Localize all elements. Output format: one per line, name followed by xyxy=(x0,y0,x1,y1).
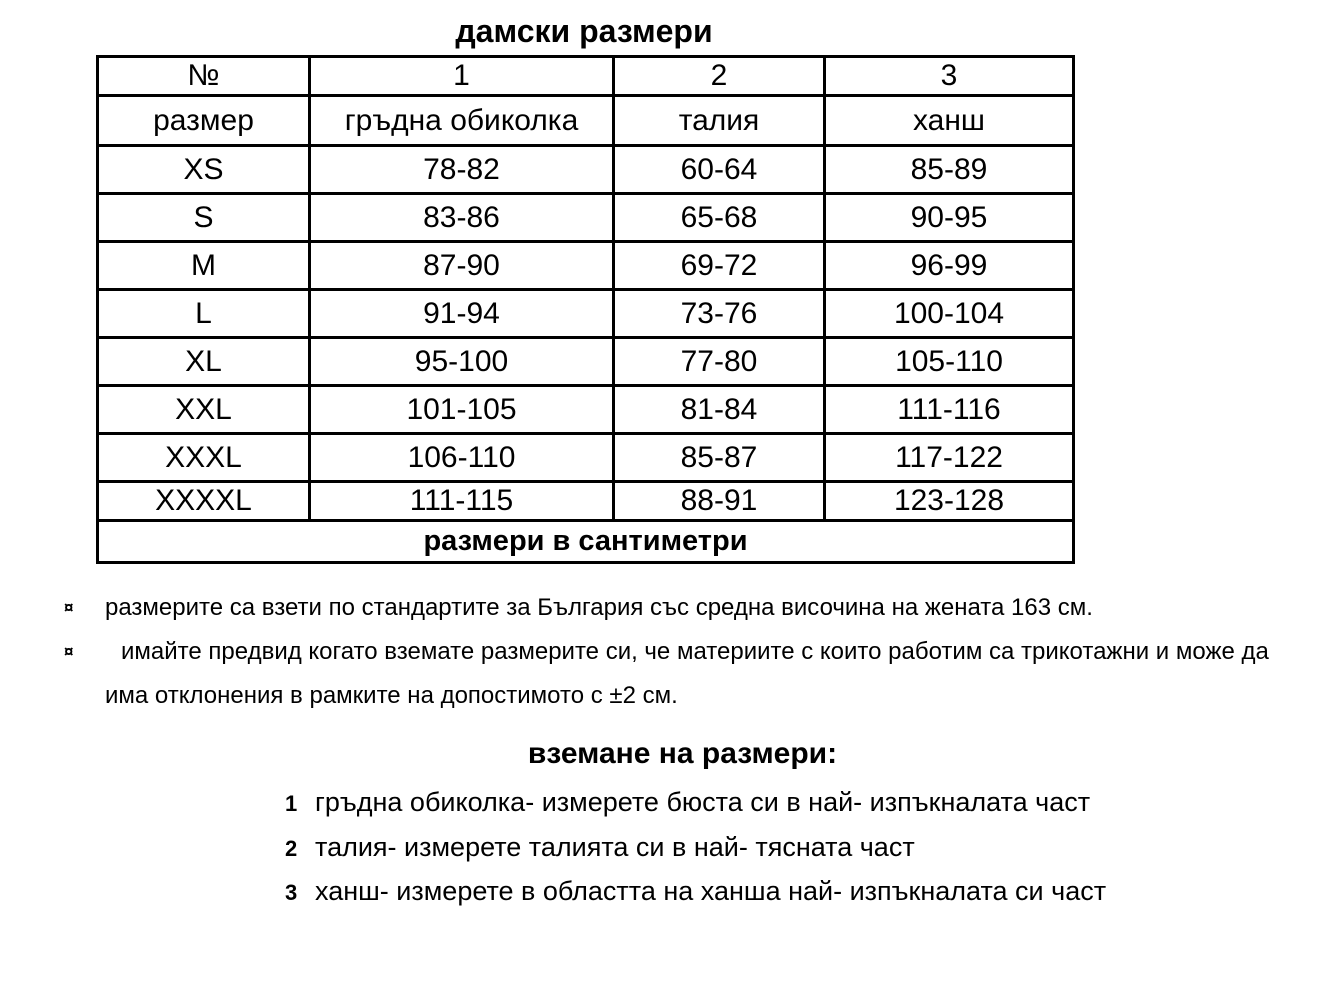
waist-cell: 81-84 xyxy=(614,386,825,434)
units-note: размери в сантиметри xyxy=(98,521,1074,563)
list-item xyxy=(285,826,1080,871)
size-cell: S xyxy=(98,194,310,242)
waist-cell: 85-87 xyxy=(614,434,825,482)
header-label-cell: размер xyxy=(98,96,310,146)
chest-cell: 111-115 xyxy=(310,482,614,521)
list-item-number: 2 xyxy=(285,835,298,861)
list-item-text: гръдна обиколка- измерете бюста си в най- изпъкналата част xyxy=(315,787,1091,817)
list-item xyxy=(285,870,1107,915)
table-row xyxy=(98,290,1074,338)
section-heading: вземане на размери: xyxy=(527,737,838,770)
chest-cell: 78-82 xyxy=(310,146,614,194)
size-cell: XXXXL xyxy=(98,482,310,521)
note-item xyxy=(62,586,1307,630)
waist-cell: 77-80 xyxy=(614,338,825,386)
header-number-cell: 2 xyxy=(614,57,825,96)
size-cell: L xyxy=(98,290,310,338)
chest-cell: 101-105 xyxy=(310,386,614,434)
waist-cell: 73-76 xyxy=(614,290,825,338)
table-row xyxy=(98,194,1074,242)
chest-cell: 91-94 xyxy=(310,290,614,338)
list-item-text: талия- измерете талията си в най- тясната част xyxy=(315,831,915,862)
waist-cell: 69-72 xyxy=(614,242,825,290)
page-title: дамски размери xyxy=(455,13,713,49)
size-cell: M xyxy=(98,242,310,290)
table-header-row-labels xyxy=(98,96,1074,146)
hips-cell: 111-116 xyxy=(825,386,1074,434)
header-number-cell: 1 xyxy=(310,57,614,96)
hips-cell: 85-89 xyxy=(825,146,1074,194)
notes-section xyxy=(62,586,1307,718)
chest-cell: 87-90 xyxy=(310,242,614,290)
table-row xyxy=(98,146,1074,194)
header-label-cell: гръдна обиколка xyxy=(310,96,614,146)
size-cell: XXL xyxy=(98,386,310,434)
note-item xyxy=(62,630,1307,718)
hips-cell: 100-104 xyxy=(825,290,1074,338)
chest-cell: 95-100 xyxy=(310,338,614,386)
waist-cell: 88-91 xyxy=(614,482,825,521)
hips-cell: 105-110 xyxy=(825,338,1074,386)
size-table xyxy=(96,55,1075,564)
waist-cell: 65-68 xyxy=(614,194,825,242)
waist-cell: 60-64 xyxy=(614,146,825,194)
note-text: имайте предвид когато вземате размерите си, че материите с които работим са трикотажни и може да има отклонения в рамките на допостимото с ±2 см. xyxy=(105,638,1269,709)
table-footer-row xyxy=(98,521,1074,563)
table-row xyxy=(98,338,1074,386)
header-label-cell: талия xyxy=(614,96,825,146)
list-item xyxy=(285,781,1091,826)
note-text: размерите са взети по стандартите за България със средна височина на жената 163 см. xyxy=(105,594,1093,621)
size-cell: XXXL xyxy=(98,434,310,482)
list-item-number: 3 xyxy=(285,880,298,905)
currency-bullet-icon: ¤ xyxy=(64,642,74,661)
size-cell: XL xyxy=(98,338,310,386)
table-row xyxy=(98,434,1074,482)
measuring-section xyxy=(285,735,1107,915)
hips-cell: 96-99 xyxy=(825,242,1074,290)
list-item-text: ханш- измерете в областта на ханша най- изпъкналата си част xyxy=(315,876,1107,906)
header-number-cell: № xyxy=(98,57,310,96)
currency-bullet-icon: ¤ xyxy=(64,598,74,617)
hips-cell: 123-128 xyxy=(825,482,1074,521)
chest-cell: 83-86 xyxy=(310,194,614,242)
size-cell: XS xyxy=(98,146,310,194)
table-row xyxy=(98,482,1074,521)
table-row xyxy=(98,386,1074,434)
chest-cell: 106-110 xyxy=(310,434,614,482)
hips-cell: 90-95 xyxy=(825,194,1074,242)
header-number-cell: 3 xyxy=(825,57,1074,96)
list-item-number: 1 xyxy=(285,791,298,816)
hips-cell: 117-122 xyxy=(825,434,1074,482)
table-row xyxy=(98,242,1074,290)
table-header-row-numbers xyxy=(98,57,1074,96)
header-label-cell: ханш xyxy=(825,96,1074,146)
